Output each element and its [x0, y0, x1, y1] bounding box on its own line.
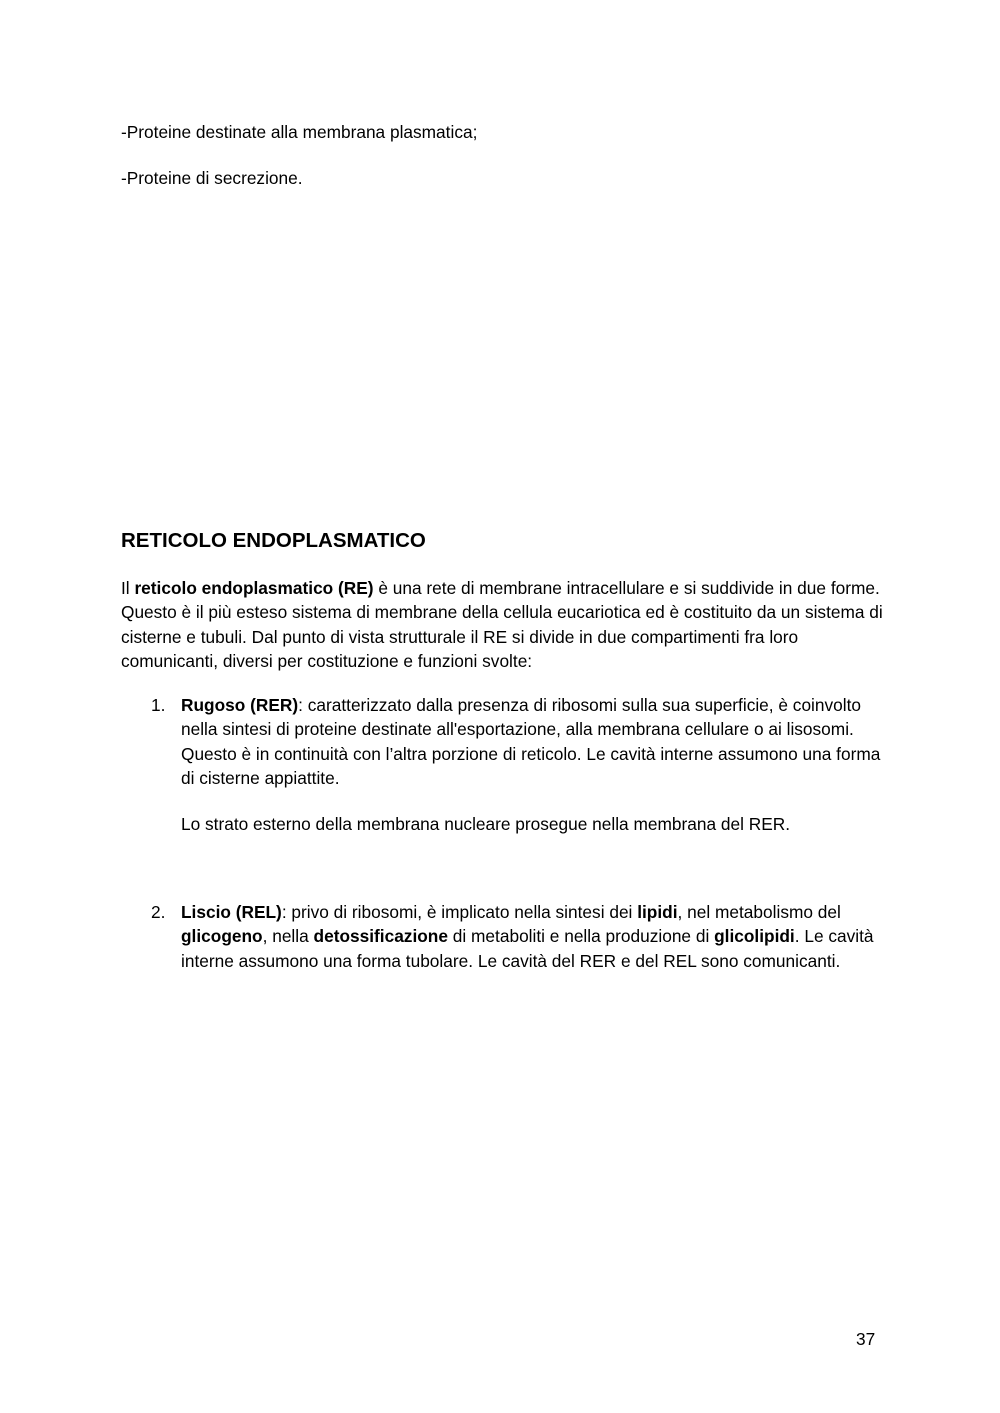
paragraph-bold-term: reticolo endoplasmatico (RE) — [134, 578, 374, 598]
section-paragraph — [121, 576, 891, 673]
list-item-note: Lo strato esterno della membrana nucleare prosegue nella membrana del RER. — [181, 814, 791, 834]
list-item-bold-term: Rugoso (RER) — [181, 695, 299, 715]
list-item-description: , nel metabolismo del — [677, 902, 841, 922]
list-item-bold-term: detossificazione — [313, 926, 448, 947]
list-item-description: : caratterizzato dalla presenza di ribosomi sulla sua superficie, è coinvolto nella sintesi di proteine destinate all'esportazione, alla membrana cellulare o ai lisosomi. Questo è in continuità con l’altra porzione di reticolo. Le cavità interne assumono una forma di cisterne appiattite. — [181, 695, 881, 788]
list-item-bold-term: Liscio (REL) — [181, 902, 282, 922]
list-item-bold-term: glicolipidi — [714, 926, 795, 947]
list-item-description: . Le cavità interne assumono una forma tubolare. Le cavità del RER e del REL sono comunicanti. — [181, 926, 874, 971]
section-heading: RETICOLO ENDOPLASMATICO — [121, 529, 426, 552]
list-item-text — [181, 693, 881, 790]
list-item-bold-term: glicogeno — [181, 926, 263, 947]
list-item-description: di metaboliti e nella produzione di — [447, 926, 715, 947]
paragraph-text: è una rete di membrane intracellulare e si suddivide in due forme. Questo è il più esteso sistema di membrane della cellula eucariotica ed è costituito da un sistema di cisterne e tubuli. Dal punto di vista strutturale il RE si divide in due compartimenti fra loro comunicanti, diversi per costituzione e funzioni svolte: — [121, 578, 883, 671]
list-item-description: : privo di ribosomi, è implicato nella sintesi dei — [281, 902, 638, 922]
list-item-text — [181, 900, 881, 973]
intro-line: -Proteine destinate alla membrana plasmatica; — [121, 122, 478, 142]
paragraph-text: Il — [121, 578, 135, 598]
list-item-description: , nella — [262, 926, 314, 947]
intro-line: -Proteine di secrezione. — [121, 168, 303, 188]
list-item-bold-term: lipidi — [637, 902, 678, 922]
page-number: 37 — [856, 1329, 876, 1349]
list-number: 2. — [151, 902, 166, 922]
list-number: 1. — [151, 695, 166, 715]
